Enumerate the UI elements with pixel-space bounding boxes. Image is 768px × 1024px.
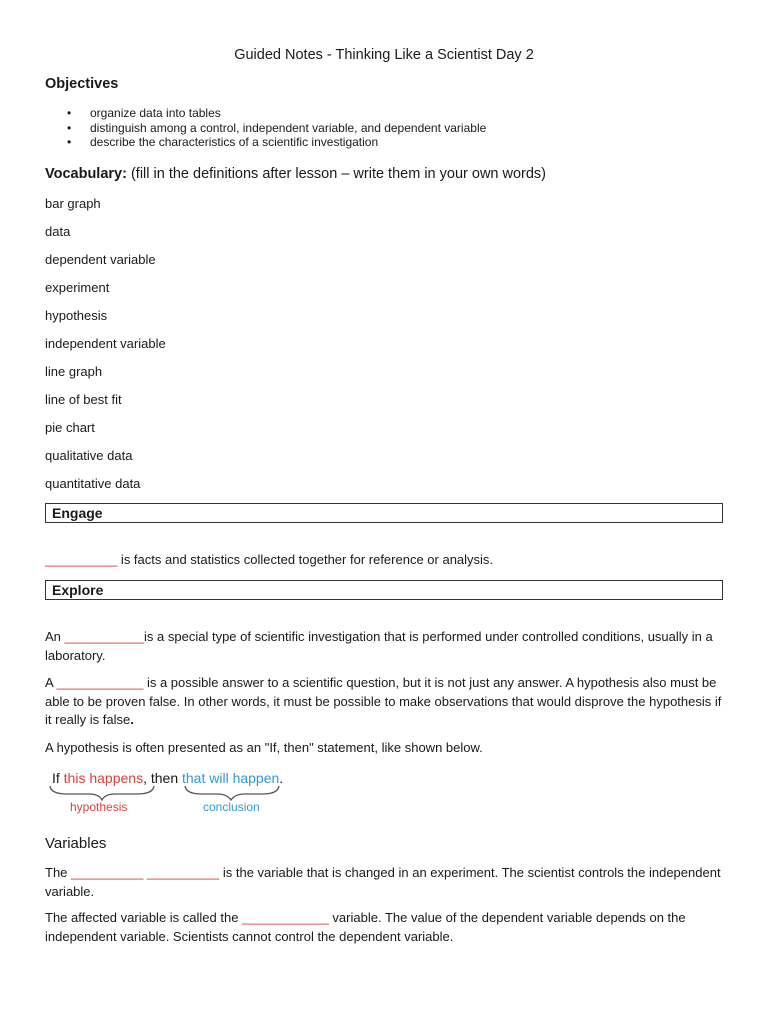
conclusion-label: conclusion	[203, 800, 260, 814]
vocab-term: line of best fit	[45, 392, 122, 407]
list-item	[45, 135, 486, 150]
bullet-icon: •	[67, 135, 72, 149]
hypothesis-phrase: this happens	[63, 770, 144, 786]
fill-blank: ____________	[56, 675, 144, 690]
text: is a possible answer to a scientific question, but it is not just any answer. A hypothesis also must be able to be proven false. In other words, it must be possible to make observations that would disprove the hypothesis if it really is false	[45, 675, 722, 727]
fill-blank: __________	[71, 865, 144, 880]
explore-paragraph-if-then: A hypothesis is often presented as an "If, then" statement, like shown below.	[45, 740, 483, 755]
vocab-term: independent variable	[45, 336, 166, 351]
vocab-term: quantitative data	[45, 476, 141, 491]
text: , then	[143, 770, 182, 786]
fill-blank: ___________	[64, 629, 145, 644]
vocab-term: pie chart	[45, 420, 95, 435]
bullet-icon: •	[67, 106, 72, 120]
vocabulary-instruction: (fill in the definitions after lesson – write them in your own words)	[130, 166, 547, 182]
text: A	[45, 675, 57, 690]
conclusion-brace-icon	[185, 786, 279, 800]
variables-paragraph-dependent	[45, 909, 725, 946]
text: is the variable that is changed in an experiment. The scientist controls the independent variable.	[45, 865, 721, 899]
objectives-list	[45, 106, 486, 150]
objectives-heading: Objectives	[45, 76, 119, 92]
engage-paragraph	[45, 551, 725, 570]
vocab-term: data	[45, 224, 71, 239]
text: An	[45, 629, 65, 644]
bullet-icon: •	[67, 120, 72, 135]
vocab-term: qualitative data	[45, 448, 133, 463]
fill-blank: __________	[45, 552, 118, 567]
vocab-term: line graph	[45, 364, 103, 379]
vocab-term: dependent variable	[45, 252, 156, 267]
engage-heading: Engage	[52, 505, 103, 521]
explore-heading: Explore	[52, 582, 104, 598]
if-then-diagram	[45, 766, 305, 822]
page-title: Guided Notes - Thinking Like a Scientist Day 2	[234, 47, 534, 63]
engage-section-header	[45, 503, 723, 523]
engage-text: is facts and statistics collected together for reference or analysis.	[117, 552, 494, 567]
explore-section-header	[45, 580, 723, 600]
list-item	[45, 106, 486, 121]
hypothesis-brace-icon	[50, 786, 154, 800]
text: If	[52, 770, 64, 786]
explore-paragraph-hypothesis	[45, 674, 725, 730]
variables-heading: Variables	[45, 835, 107, 852]
vocab-term: experiment	[45, 280, 110, 295]
vocabulary-label: Vocabulary:	[45, 166, 127, 182]
variables-paragraph-independent	[45, 864, 725, 901]
vocab-term: bar graph	[45, 196, 101, 211]
objective-text: describe the characteristics of a scientific investigation	[90, 135, 379, 149]
list-item	[45, 121, 486, 136]
explore-paragraph-experiment	[45, 628, 725, 665]
objective-text: organize data into tables	[90, 106, 221, 120]
hypothesis-label: hypothesis	[70, 800, 128, 814]
text: The affected variable is called the	[45, 910, 243, 925]
text: is a special type of scientific investigation that is performed under controlled conditions, usually in a laboratory.	[45, 629, 713, 663]
fill-blank: __________	[146, 865, 220, 880]
vocab-term: hypothesis	[45, 308, 108, 323]
objective-text: distinguish among a control, independent variable, and dependent variable	[90, 120, 487, 135]
fill-blank: ____________	[242, 910, 329, 925]
text: The	[45, 865, 72, 880]
text: .	[130, 712, 134, 727]
conclusion-phrase: that will happen	[182, 770, 280, 786]
text: .	[279, 770, 284, 786]
vocabulary-heading	[45, 166, 546, 182]
text: variable. The value of the dependent variable depends on the independent variable. Scientists cannot control the dependent variable.	[45, 910, 686, 944]
